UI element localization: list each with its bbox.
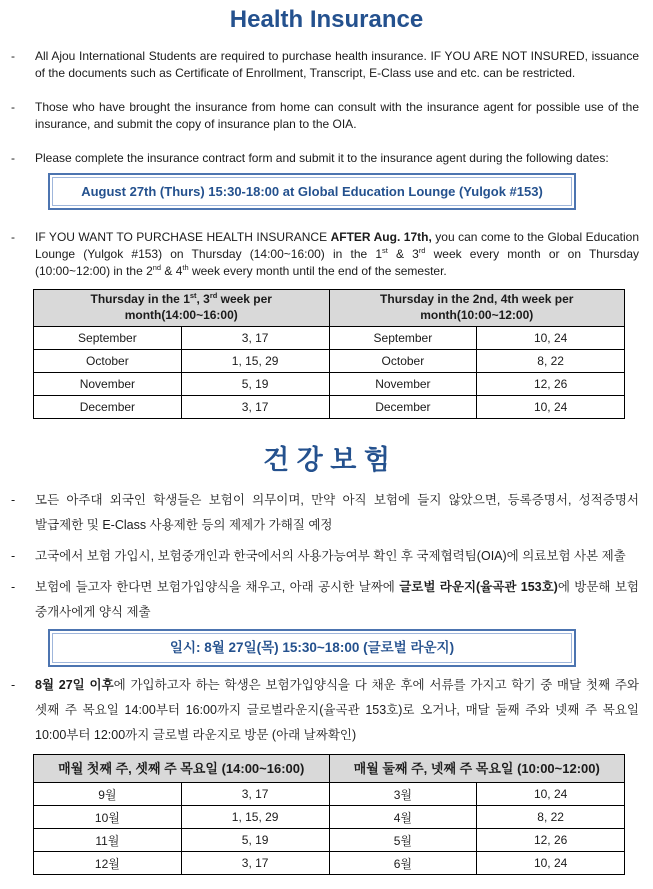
ko-bullet-4 (8, 673, 639, 748)
table-cell: 8, 22 (477, 806, 625, 829)
table-cell: 3월 (329, 783, 477, 806)
bullet-text: IF YOU WANT TO PURCHASE HEALTH INSURANCE AFTER Aug. 17th, you can come to the Global Education Lounge (Yulgok #153) on Thursday (14:00~16:00) in the 1st & 3rd week every month or on Thursday (10:00~12:00) in the 2nd & 4th week every month until the end of the semester. (35, 230, 639, 279)
table-header-row (34, 290, 625, 327)
table-row (34, 395, 625, 418)
page-title-korean: 건 강 보 험 (263, 444, 390, 475)
table-cell: 10, 24 (477, 326, 625, 349)
ko-bullet-3 (8, 575, 639, 625)
bullet-text: All Ajou International Students are required to purchase health insurance. IF YOU ARE NOT INSURED, issuance of the documents such as Certificate of Enrollment, Transcript, E-Class use and etc. can be restricted. (35, 48, 639, 80)
ko-bullet-1 (8, 488, 639, 538)
bullet-text: Those who have brought the insurance from home can consult with the insurance agent for possible use of the insurance, and submit the copy of insurance plan to the OIA. (35, 99, 639, 131)
table-cell: 5, 19 (181, 829, 329, 852)
table-cell: 10, 24 (477, 395, 625, 418)
bullet-dash: - (11, 99, 15, 114)
en-bullet-1 (8, 48, 639, 82)
table-cell: November (34, 372, 182, 395)
table-cell: 6월 (329, 852, 477, 875)
bullet-text: 8월 27일 이후에 가입하고자 하는 학생은 보험가입양식을 다 채운 후에 서류를 가지고 학기 중 매달 첫째 주와 셋째 주 목요일 14:00부터 16:00까지 글로벌라운지(율곡관 153호)로 오거나, 매달 둘째 주와 넷째 주 목요일 10:00부터 12:00까지 글로벌 라운지로 방문 (아래 날짜확인) (35, 678, 639, 743)
bullet-dash: - (11, 548, 16, 563)
bullet-dash: - (11, 48, 15, 63)
table-cell: 12, 26 (477, 372, 625, 395)
table-cell: November (329, 372, 477, 395)
table-cell: 12월 (34, 852, 182, 875)
bullet-dash: - (11, 579, 16, 594)
bullet-dash: - (11, 678, 16, 693)
en-bullet-4 (8, 229, 639, 280)
notice-box-english-label: August 27th (Thurs) 15:30-18:00 at Global Education Lounge (Yulgok #153) (81, 183, 543, 199)
table-header-week-2-4: Thursday in the 2nd, 4th week per month(10:00~12:00) (329, 290, 625, 327)
en-bullet-3 (8, 150, 639, 167)
table-cell: 10, 24 (477, 783, 625, 806)
table-cell: 4월 (329, 806, 477, 829)
schedule-table-korean (33, 754, 625, 875)
table-cell: September (329, 326, 477, 349)
ko-bullet-2 (8, 544, 639, 569)
table-row (34, 326, 625, 349)
table-cell: October (34, 349, 182, 372)
table-cell: December (34, 395, 182, 418)
schedule-table-english (33, 289, 625, 419)
table-cell: September (34, 326, 182, 349)
notice-box-english (48, 173, 576, 211)
notice-box-korean (48, 629, 576, 667)
table-row (34, 829, 625, 852)
bullet-text: 모든 아주대 외국인 학생들은 보험이 의무이며, 만약 아직 보험에 들지 않았으면, 등록증명서, 성적증명서 발급제한 및 E-Class 사용제한 등의 제제가 가해질 예정 (35, 492, 639, 532)
table-row (34, 806, 625, 829)
table-cell: October (329, 349, 477, 372)
page-title-english: Health Insurance (229, 6, 424, 33)
table-cell: 10, 24 (477, 852, 625, 875)
table-cell: 3, 17 (181, 852, 329, 875)
table-cell: 9월 (34, 783, 182, 806)
table-row (34, 372, 625, 395)
table-row (34, 349, 625, 372)
table-row (34, 852, 625, 875)
bullet-text: 고국에서 보험 가입시, 보험중개인과 한국에서의 사용가능여부 확인 후 국제협력팀(OIA)에 의료보험 사본 제출 (35, 548, 626, 563)
table-header-row (34, 755, 625, 783)
table-cell: 5월 (329, 829, 477, 852)
table-row (34, 783, 625, 806)
bullet-dash: - (11, 150, 15, 165)
table-header-week-2-4-ko: 매월 둘째 주, 넷째 주 목요일 (10:00~12:00) (329, 755, 625, 783)
bullet-text: Please complete the insurance contract form and submit it to the insurance agent during the following dates: (35, 150, 609, 165)
table-cell: 11월 (34, 829, 182, 852)
table-cell: December (329, 395, 477, 418)
notice-box-korean-label: 일시: 8월 27일(목) 15:30~18:00 (글로벌 라운지) (169, 639, 455, 655)
table-cell: 1, 15, 29 (181, 806, 329, 829)
table-cell: 1, 15, 29 (181, 349, 329, 372)
table-cell: 3, 17 (181, 783, 329, 806)
table-cell: 3, 17 (181, 326, 329, 349)
en-bullet-2 (8, 99, 639, 133)
table-cell: 10월 (34, 806, 182, 829)
table-cell: 3, 17 (181, 395, 329, 418)
table-header-week-1-3-ko: 매월 첫째 주, 셋째 주 목요일 (14:00~16:00) (34, 755, 330, 783)
bullet-dash: - (11, 230, 15, 245)
table-header-week-1-3: Thursday in the 1st, 3rd week per month(14:00~16:00) (34, 290, 330, 327)
bullet-dash: - (11, 492, 16, 507)
table-cell: 8, 22 (477, 349, 625, 372)
table-cell: 12, 26 (477, 829, 625, 852)
table-cell: 5, 19 (181, 372, 329, 395)
bullet-text: 보험에 들고자 한다면 보험가입양식을 채우고, 아래 공시한 날짜에 글로벌 라운지(율곡관 153호)에 방문해 보험 중개사에게 양식 제출 (35, 579, 639, 619)
